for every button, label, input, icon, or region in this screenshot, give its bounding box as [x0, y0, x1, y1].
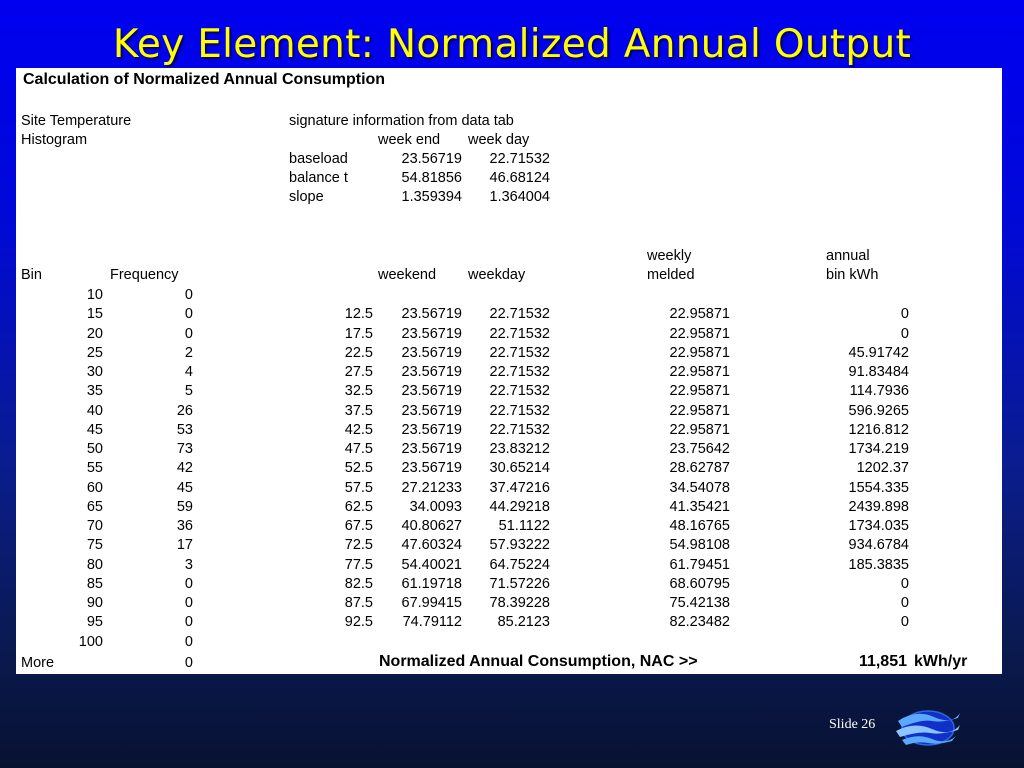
cell-frequency: 59: [176, 498, 193, 515]
cell-bin: 20: [86, 325, 103, 342]
sig-row-weekend: 23.56719: [401, 151, 462, 167]
cell-bin: 50: [86, 441, 103, 457]
cell-bin: 65: [86, 498, 103, 515]
cell-weekday: 64.75224: [489, 556, 550, 573]
cell-midpoint: 12.5: [344, 306, 373, 323]
header-melded-bottom: melded: [647, 267, 695, 283]
sig-row-label: baseload: [289, 151, 348, 167]
header-bin: Bin: [21, 267, 42, 283]
cell-frequency: 36: [176, 518, 193, 534]
cell-weekday: 57.93222: [489, 537, 550, 554]
site-temp-label: Site Temperature: [21, 113, 132, 129]
cell-frequency: 0: [184, 306, 193, 323]
sig-col-weekend: week end: [378, 132, 441, 148]
cell-melded: 22.95871: [669, 344, 730, 361]
cell-annual: 1216.812: [848, 421, 909, 438]
cell-frequency: 3: [184, 556, 193, 573]
cell-melded: 48.16765: [669, 518, 730, 534]
cell-weekend: 74.79112: [402, 614, 462, 631]
cell-annual: 1554.335: [848, 479, 909, 496]
cell-frequency: 0: [184, 575, 193, 592]
cell-weekend: 23.56719: [401, 402, 462, 419]
cell-frequency: 4: [184, 364, 193, 380]
cell-weekday: 22.71532: [489, 306, 550, 323]
nac-label: Normalized Annual Consumption, NAC >>: [379, 653, 698, 670]
cell-weekday: 22.71532: [489, 402, 550, 419]
cell-weekday: 22.71532: [489, 421, 550, 438]
cell-midpoint: 67.5: [344, 518, 373, 534]
cell-annual: 114.7936: [849, 383, 909, 400]
cell-frequency: 73: [176, 441, 193, 457]
cell-midpoint: 42.5: [344, 421, 373, 438]
header-weekend: weekend: [378, 267, 437, 283]
nac-value: 11,851: [858, 653, 907, 670]
cell-weekend: 23.56719: [401, 383, 462, 400]
cell-annual: 0: [900, 614, 909, 631]
cell-melded: 22.95871: [669, 364, 730, 380]
cell-bin: 85: [86, 575, 103, 592]
cell-midpoint: 87.5: [344, 595, 373, 611]
cell-bin: 15: [86, 306, 103, 323]
header-annual-top: annual: [826, 248, 870, 264]
cell-weekend: 34.0093: [409, 498, 462, 515]
cell-melded: 22.95871: [669, 325, 730, 342]
cell-annual: 934.6784: [848, 537, 909, 554]
cell-annual: 0: [900, 575, 909, 592]
nac-unit: kWh/yr: [914, 653, 968, 670]
cell-midpoint: 27.5: [344, 364, 373, 380]
cell-annual: 1734.219: [848, 441, 909, 457]
cell-weekday: 23.83212: [489, 441, 550, 457]
cell-melded: 82.23482: [669, 614, 730, 631]
cell-weekend: 23.56719: [401, 441, 462, 457]
cell-melded: 22.95871: [669, 402, 730, 419]
slide-number: Slide 26: [829, 717, 876, 732]
cell-bin: 75: [86, 537, 103, 554]
header-weekday: weekday: [468, 267, 526, 283]
cell-midpoint: 77.5: [344, 556, 373, 573]
cell-weekday: 44.29218: [489, 498, 550, 515]
cell-midpoint: 52.5: [344, 460, 373, 477]
cell-weekend: 23.56719: [401, 306, 462, 323]
cell-weekday: 22.71532: [489, 364, 550, 380]
cell-bin: 90: [86, 595, 103, 611]
cell-midpoint: 32.5: [344, 383, 373, 400]
cell-frequency: 17: [176, 537, 193, 554]
cell-bin: 55: [86, 460, 103, 477]
more-frequency: 0: [184, 655, 193, 671]
cell-annual: 185.3835: [848, 556, 909, 573]
cell-midpoint: 57.5: [344, 479, 373, 496]
cell-annual: 2439.898: [848, 498, 909, 515]
sig-row-weekday: 46.68124: [489, 170, 550, 186]
cell-midpoint: 37.5: [344, 402, 373, 419]
cell-weekday: 71.57226: [489, 575, 550, 592]
cell-midpoint: 22.5: [344, 344, 373, 361]
cell-bin: 10: [86, 287, 103, 303]
cell-melded: 41.35421: [669, 498, 730, 515]
cell-weekday: 78.39228: [489, 595, 550, 611]
cell-bin: 100: [78, 633, 103, 650]
cell-frequency: 26: [176, 402, 193, 419]
cell-weekday: 22.71532: [489, 344, 550, 361]
cell-melded: 28.62787: [669, 460, 730, 477]
cell-frequency: 2: [184, 344, 193, 361]
cell-weekend: 23.56719: [401, 460, 462, 477]
cell-bin: 40: [86, 402, 103, 419]
sig-col-weekday: week day: [468, 132, 530, 148]
cell-annual: 0: [900, 595, 909, 611]
cell-frequency: 42: [176, 460, 193, 477]
cell-bin: 60: [86, 479, 103, 496]
cell-melded: 22.95871: [669, 421, 730, 438]
cell-melded: 75.42138: [669, 595, 730, 611]
cell-midpoint: 62.5: [344, 498, 373, 515]
cell-melded: 22.95871: [669, 383, 730, 400]
cell-annual: 91.83484: [848, 364, 909, 380]
cell-frequency: 5: [184, 383, 193, 400]
histogram-label: Histogram: [21, 132, 88, 148]
cell-weekend: 23.56719: [401, 364, 462, 380]
wave-globe-icon: [894, 705, 962, 749]
cell-melded: 61.79451: [669, 556, 730, 573]
cell-bin: 70: [86, 518, 103, 534]
cell-weekend: 23.56719: [401, 421, 462, 438]
sig-row-weekend: 1.359394: [401, 189, 462, 205]
cell-weekend: 23.56719: [401, 344, 462, 361]
spreadsheet: [16, 68, 1002, 674]
cell-annual: 1734.035: [848, 518, 909, 534]
cell-frequency: 0: [184, 614, 193, 631]
sig-row-weekday: 1.364004: [489, 189, 550, 205]
cell-bin: 30: [86, 364, 103, 380]
cell-weekday: 22.71532: [489, 383, 550, 400]
cell-annual: 45.91742: [848, 344, 909, 361]
header-melded-top: weekly: [647, 248, 692, 264]
cell-annual: 1202.37: [856, 460, 909, 477]
cell-weekend: 54.40021: [401, 556, 462, 573]
cell-weekend: 40.80627: [401, 518, 462, 534]
signature-label: signature information from data tab: [289, 113, 514, 129]
cell-frequency: 0: [184, 287, 193, 303]
cell-bin: 35: [86, 383, 103, 400]
cell-weekday: 51.1122: [498, 518, 550, 534]
header-frequency: Frequency: [110, 267, 179, 283]
sig-row-label: balance t: [289, 170, 348, 186]
slide-title: Key Element: Normalized Annual Output: [112, 22, 912, 67]
cell-midpoint: 17.5: [344, 325, 373, 342]
cell-weekend: 47.60324: [401, 537, 462, 554]
cell-melded: 54.98108: [669, 537, 730, 554]
cell-weekend: 61.19718: [401, 575, 462, 592]
cell-melded: 68.60795: [669, 575, 730, 592]
cell-annual: 0: [900, 325, 909, 342]
cell-midpoint: 92.5: [344, 614, 373, 631]
sig-row-weekday: 22.71532: [489, 151, 550, 167]
cell-annual: 596.9265: [848, 402, 909, 419]
cell-bin: 25: [86, 344, 103, 361]
cell-weekend: 67.99415: [401, 595, 462, 611]
cell-weekday: 37.47216: [489, 479, 550, 496]
cell-weekday: 30.65214: [489, 460, 550, 477]
cell-melded: 22.95871: [669, 306, 730, 323]
cell-bin: 80: [86, 556, 103, 573]
cell-frequency: 53: [176, 421, 193, 438]
cell-midpoint: 47.5: [344, 441, 373, 457]
more-label: More: [21, 655, 55, 671]
sig-row-weekend: 54.81856: [401, 170, 462, 186]
cell-midpoint: 82.5: [344, 575, 373, 592]
header-annual-bottom: bin kWh: [826, 267, 879, 283]
cell-frequency: 0: [184, 325, 193, 342]
cell-melded: 34.54078: [669, 479, 730, 496]
cell-weekday: 85.2123: [497, 614, 550, 631]
cell-bin: 95: [86, 614, 103, 631]
cell-bin: 45: [86, 421, 103, 438]
cell-weekday: 22.71532: [489, 325, 550, 342]
sheet-heading: Calculation of Normalized Annual Consumption: [23, 71, 386, 88]
cell-weekend: 27.21233: [401, 479, 462, 496]
cell-weekend: 23.56719: [401, 325, 462, 342]
cell-frequency: 45: [176, 479, 193, 496]
sig-row-label: slope: [289, 189, 324, 205]
cell-melded: 23.75642: [669, 441, 730, 457]
cell-annual: 0: [900, 306, 909, 323]
cell-frequency: 0: [184, 633, 193, 650]
cell-midpoint: 72.5: [344, 537, 373, 554]
cell-frequency: 0: [184, 595, 193, 611]
